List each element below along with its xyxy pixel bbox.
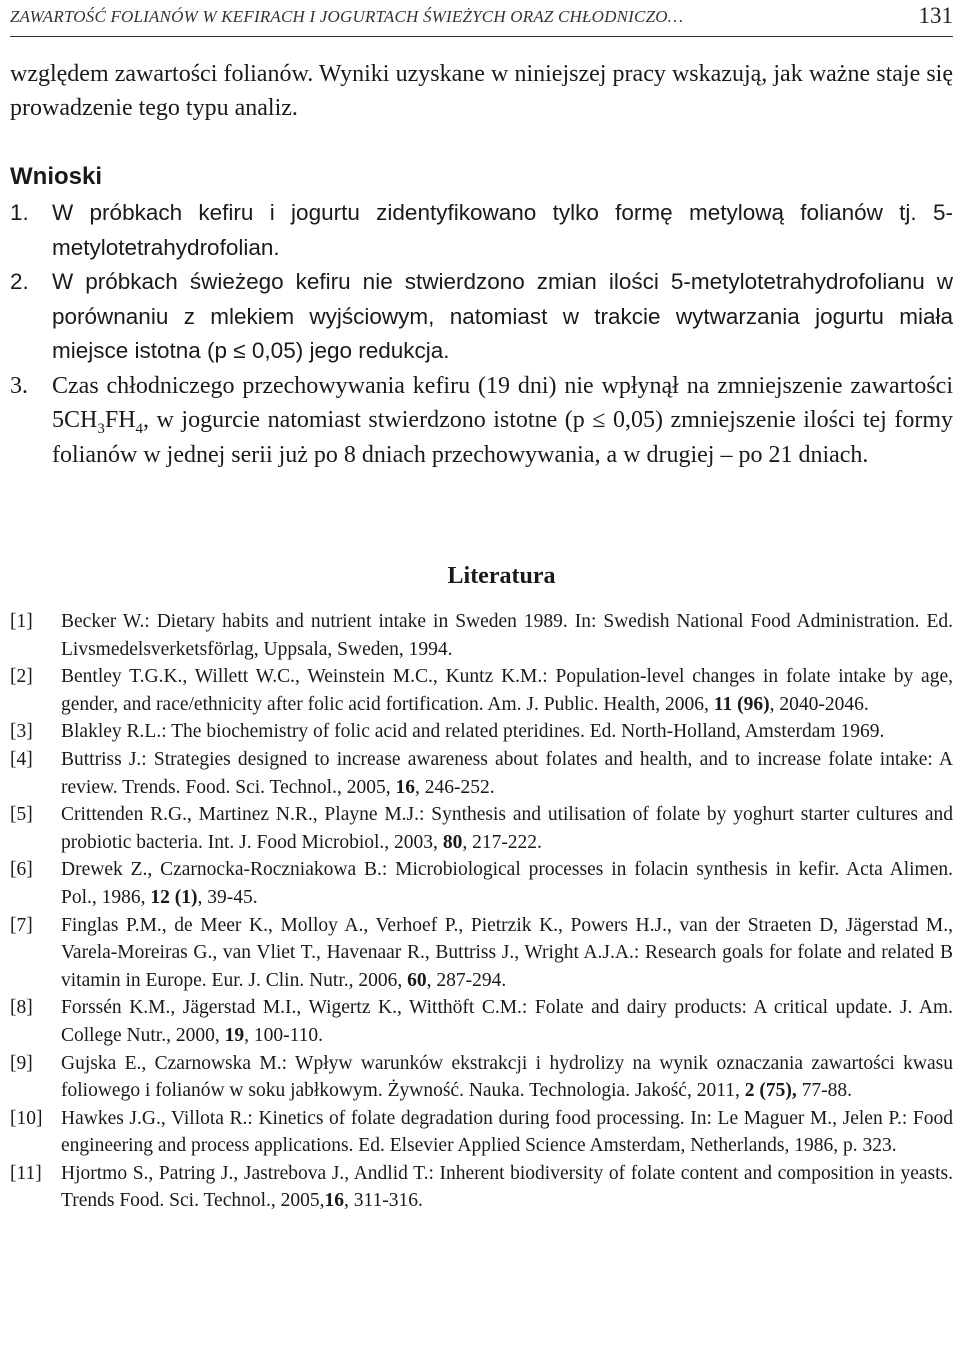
conclusions-heading: Wnioski [10,163,103,190]
conclusion-item [10,196,953,265]
reference-item [10,856,953,911]
reference-number: [6] [10,859,33,881]
reference-volume: 11 [713,693,733,715]
running-title: ZAWARTOŚĆ FOLIANÓW W KEFIRACH I JOGURTACH ŚWIEŻYCH ORAZ CHŁODNICZO… [10,7,684,26]
page [10,0,953,1215]
conclusion-number: 3. [10,372,28,399]
reference-text: Crittenden R.G., Martinez N.R., Playne M.J.: Synthesis and utilisation of folate by yoghurt starter cultures and probiotic bacteria. Int. J. Food Microbiol., 2003, [61,804,953,853]
conclusion-text: FH [104,407,136,433]
reference-number: [9] [10,1052,33,1074]
reference-item [10,1050,953,1105]
reference-volume: 16 [395,776,415,798]
reference-text: Finglas P.M., de Meer K., Molloy A., Verhoef P., Pietrzik K., Powers H.J., van der Straeten D, Jägerstad M., Varela-Moreiras G., van Vliet T., Havenaar R., Buttriss J., Wright A.J.A.: Research goals for folate and related B vitamin in Europe. Eur. J. Clin. Nutr., 2006, [61,914,953,991]
reference-number: [3] [10,721,33,743]
reference-issue: (75), [759,1080,797,1102]
reference-number: [1] [10,611,33,632]
subscript: 3 [97,420,105,437]
reference-number: [5] [10,804,33,826]
reference-text: Bentley T.G.K., Willett W.C., Weinstein M.C., Kuntz K.M.: Population-level changes in folate intake by age, gender, and race/ethnicity after folic acid fortification. Am. J. Public. Health, 2006, [61,666,953,715]
conclusion-item [10,369,953,473]
reference-text: Buttriss J.: Strategies designed to increase awareness about folates and health, and to increase folate intake: A review. Trends. Food. Sci. Technol., 2005, [61,748,953,798]
reference-list [10,608,953,1215]
reference-text: Hjortmo S., Patring J., Jastrebova J., Andlid T.: Inherent biodiversity of folate content and composition in yeasts. Trends Food. Sci. Technol., 2005, [61,1162,953,1212]
reference-issue: (1) [174,886,198,908]
reference-number: [11] [10,1162,42,1184]
reference-text: Gujska E., Czarnowska M.: Wpływ warunków ekstrakcji i hydrolizy na wynik oznaczania zawartości kwasu foliowego i folianów w soku jabłkowym. Żywność. Nauka. Technologia. Jakość, 2011, [61,1052,953,1102]
reference-text: Hawkes J.G., Villota R.: Kinetics of folate degradation during food processing. In: Le Maguer M., Jelen P.: Food engineering and process applications. Ed. Elsevier Applied Science Amsterdam, Netherlands, 1986, p. 323. [61,1107,953,1157]
reference-text: Forssén K.M., Jägerstad M.I., Wigertz K., Witthöft C.M.: Folate and dairy products: A critical update. J. Am. College Nutr., 2000, [61,997,953,1046]
reference-item [10,746,953,801]
running-header [10,2,953,37]
reference-item [10,663,953,718]
reference-text: , 311-316. [344,1190,423,1212]
reference-item [10,994,953,1049]
conclusion-item [10,265,953,369]
reference-text: Becker W.: Dietary habits and nutrient intake in Sweden 1989. In: Swedish National Food Administration. Ed. Livsmedelsverketsförlag, Uppsala, Sweden, 1994. [61,611,953,660]
reference-text: , 287-294. [426,969,507,991]
reference-number: [10] [10,1107,43,1129]
reference-number: [7] [10,914,33,936]
reference-text: , 217-222. [462,831,542,853]
conclusion-text: , w jogurcie natomiast stwierdzono istotne (p ≤ 0,05) zmniejszenie ilości tej formy folianów w jednej serii już po 8 dniach przechowywania, a w drugiej – po 21 dniach. [52,407,953,468]
reference-volume: 60 [407,969,427,991]
reference-number: [4] [10,748,33,770]
reference-volume: 19 [224,1024,245,1046]
reference-text: , 2040-2046. [769,693,869,715]
reference-volume: 2 [744,1080,755,1102]
reference-volume: 16 [324,1190,345,1212]
conclusion-text: W próbkach kefiru i jogurtu zidentyfikowano tylko formę metylową folianów tj. 5-metylotetrahydrofolian. [52,200,953,260]
reference-item [10,718,953,746]
reference-volume: 12 [150,886,170,908]
reference-volume: 80 [442,831,463,853]
reference-item [10,1160,953,1215]
reference-number: [8] [10,997,33,1019]
reference-text: , 100-110. [244,1024,323,1046]
reference-text: Drewek Z., Czarnocka-Roczniakowa B.: Microbiological processes in folacin synthesis in kefir. Acta Alimen. Pol., 1986, [61,859,953,908]
conclusion-number: 2. [10,269,29,294]
conclusion-number: 1. [10,200,29,225]
reference-item [10,1105,953,1160]
page-number: 131 [918,3,953,28]
reference-text: Blakley R.L.: The biochemistry of folic acid and related pteridines. Ed. North-Holland, Amsterdam 1969. [61,721,885,743]
reference-issue: (96) [737,693,770,715]
reference-item [10,801,953,856]
reference-item [10,608,953,663]
literature-heading: Literatura [447,563,556,589]
conclusion-text: W próbkach świeżego kefiru nie stwierdzono zmian ilości 5-metylotetrahydrofolianu w porównaniu z mlekiem wyjściowym, natomiast w trakcie wytwarzania jogurtu miała miejsce istotna (p ≤ 0,05) jego redukcja. [52,269,953,363]
reference-text: , 246-252. [414,776,495,798]
conclusion-text: Czas chłodniczego przechowywania kefiru (19 dni) nie wpłynął na zmniejszenie zawartości 5CH [52,372,953,433]
reference-number: [2] [10,666,33,688]
reference-text: , 39-45. [197,886,258,908]
reference-text: 77-88. [796,1080,852,1102]
reference-item [10,912,953,995]
intro-paragraph: względem zawartości folianów. Wyniki uzyskane w niniejszej pracy wskazują, jak ważne staje się prowadzenie tego typu analiz. [10,61,953,121]
subscript: 4 [135,420,144,437]
conclusions-list [10,196,953,472]
